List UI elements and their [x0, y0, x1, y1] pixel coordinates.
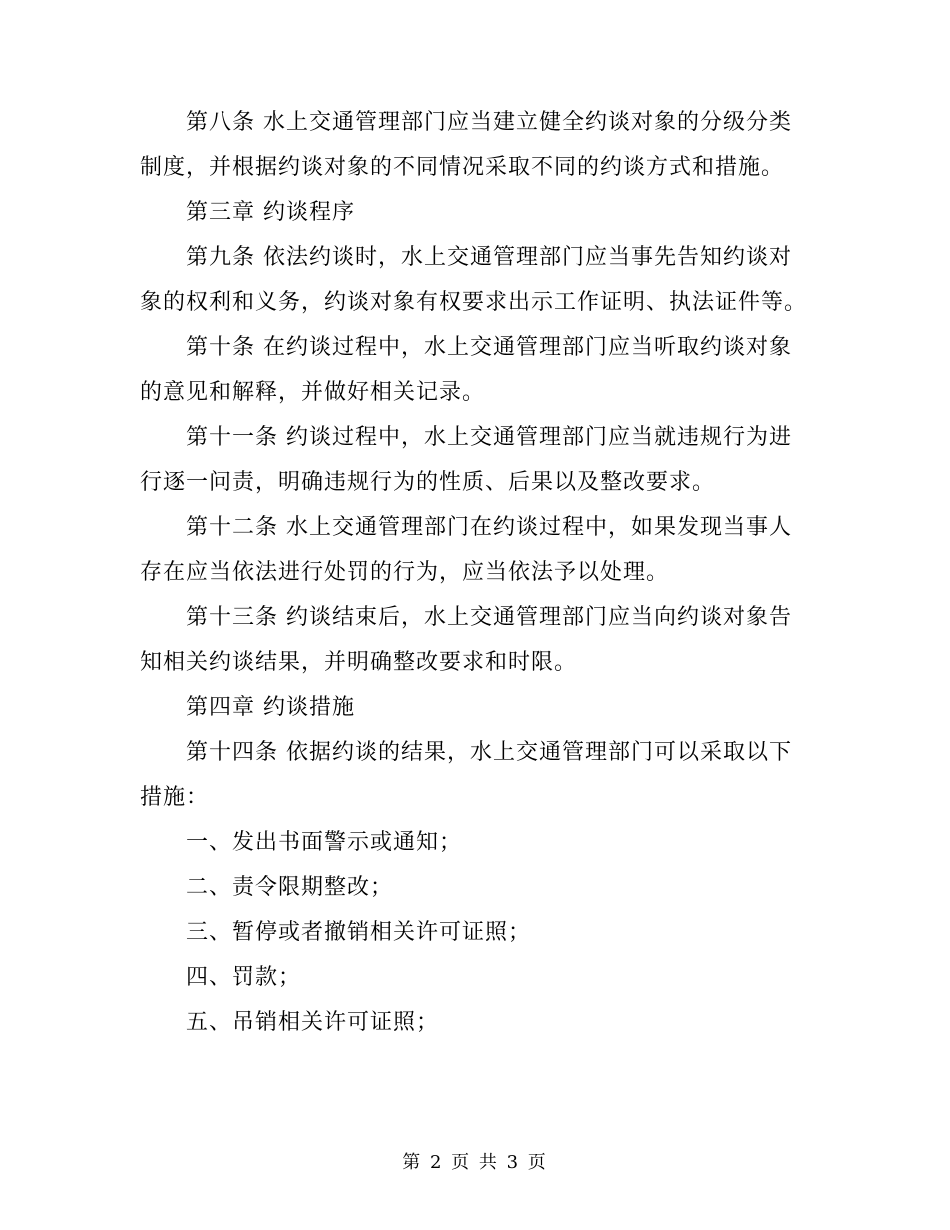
article-8: 第八条 水上交通管理部门应当建立健全约谈对象的分级分类制度，并根据约谈对象的不同情况采取不同的约谈方式和措施。: [140, 110, 792, 180]
chapter-4-heading: 第四章 约谈措施: [186, 695, 355, 720]
measure-item-5: 五、吊销相关许可证照；: [186, 1010, 440, 1035]
measure-item-4: 四、罚款；: [186, 965, 302, 990]
measure-item-3: 三、暂停或者撤销相关许可证照；: [186, 920, 532, 945]
article-10: 第十条 在约谈过程中，水上交通管理部门应当听取约谈对象的意见和解释，并做好相关记录。: [140, 335, 792, 405]
article-12: 第十二条 水上交通管理部门在约谈过程中，如果发现当事人存在应当依法进行处罚的行为，应当依法予以处理。: [140, 515, 792, 585]
page-number-footer: 第 2 页 共 3 页: [402, 1152, 548, 1173]
article-13: 第十三条 约谈结束后，水上交通管理部门应当向约谈对象告知相关约谈结果，并明确整改要求和时限。: [140, 605, 792, 675]
article-9: 第九条 依法约谈时，水上交通管理部门应当事先告知约谈对象的权利和义务，约谈对象有权要求出示工作证明、执法证件等。: [140, 245, 808, 315]
article-14: 第十四条 依据约谈的结果，水上交通管理部门可以采取以下措施：: [140, 740, 792, 810]
measure-item-1: 一、发出书面警示或通知；: [186, 830, 463, 855]
document-body: [140, 100, 810, 1045]
measure-item-2: 二、责令限期整改；: [186, 875, 394, 900]
chapter-3-heading: 第三章 约谈程序: [186, 200, 355, 225]
article-11: 第十一条 约谈过程中，水上交通管理部门应当就违规行为进行逐一问责，明确违规行为的性质、后果以及整改要求。: [140, 425, 792, 495]
